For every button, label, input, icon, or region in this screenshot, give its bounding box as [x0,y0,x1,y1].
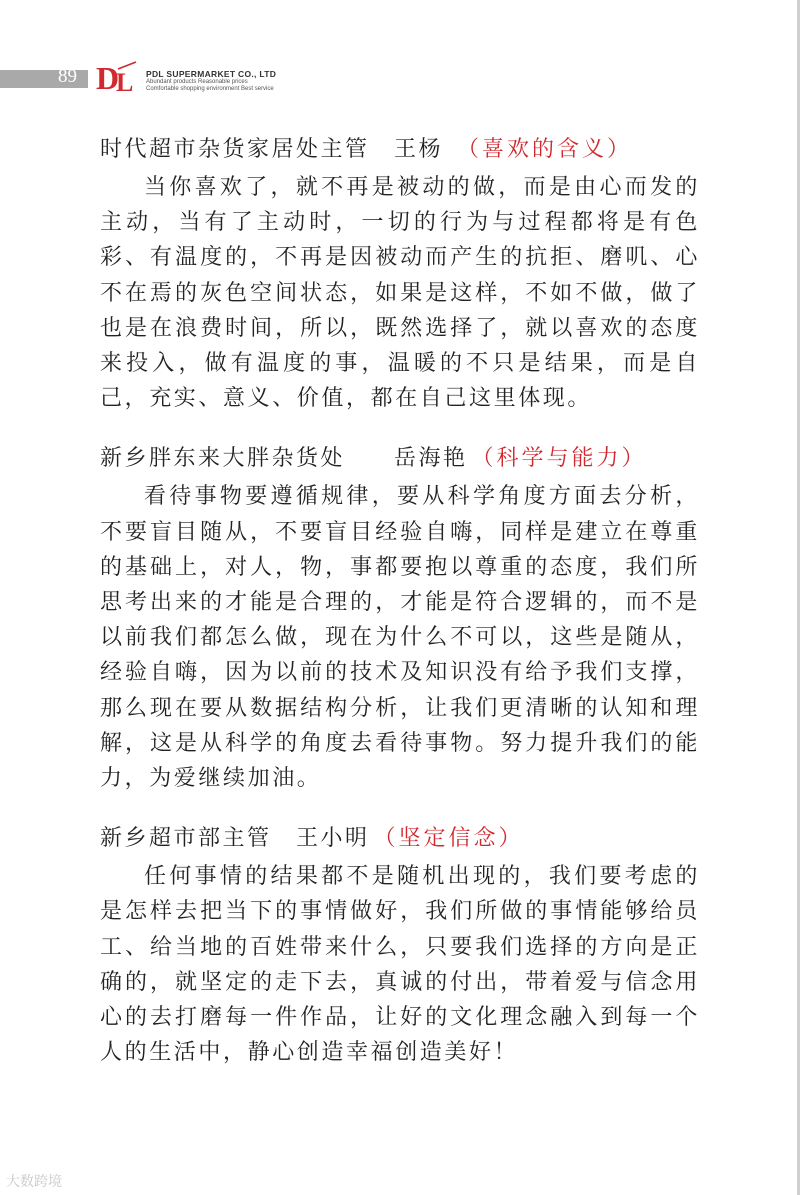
essay-body: 看待事物要遵循规律，要从科学角度方面去分析，不要盲目随从，不要盲目经验自嗨，同样是建立在尊重的基础上，对人，物，事都要抱以尊重的态度，我们所思考出来的才能是合理的，才能是符合逻辑的，而不是以前我们都怎么做，现在为什么不可以，这些是随从，经验自嗨，因为以前的技术及知识没有给予我们支撑，那么现在要从数据结构分析，让我们更清晰的认知和理解，这是从科学的角度去看待事物。努力提升我们的能力，为爱继续加油。 [100,484,700,792]
essay-topic: （喜欢的含义） [457,137,633,162]
essay-body: 当你喜欢了，就不再是被动的做，而是由心而发的主动，当有了主动时，一切的行为与过程都将是有色彩、有温度的，不再是因被动而产生的抗拒、磨叽、心不在焉的灰色空间状态，如果是这样，不如不做，做了也是在浪费时间，所以，既然选择了，就以喜欢的态度来投入，做有温度的事，温暖的不只是结果，而是自己，充实、意义、价值，都在自己这里体现。 [100,175,700,412]
section-heading [100,442,700,476]
section-heading [100,822,700,856]
svg-text:L: L [116,68,134,94]
essay-section [100,442,700,796]
company-tagline-1: Abundant products Reasonable prices [146,79,248,85]
watermark: 大数跨境 [6,1174,62,1190]
essay-topic: （科学与能力） [471,446,647,472]
author-line: 新乡超市部主管 王小明 [100,826,370,852]
svg-text:D: D [96,60,120,94]
page-number: 89 [58,66,77,87]
essay-topic: （坚定信念） [373,826,524,852]
section-heading [100,133,700,167]
author-line: 新乡胖东来大胖杂货处 岳海艳 [100,446,468,472]
company-name: PDL SUPERMARKET CO., LTD [146,69,277,79]
essay-section [100,822,700,1070]
dl-logo-icon [96,60,140,94]
essay-section [100,133,700,416]
article-content [100,133,700,1070]
company-info [146,69,276,93]
company-tagline-2: Comfortable shopping environment Best service [146,86,274,92]
author-line: 时代超市杂货家居处主管 王杨 [100,137,444,162]
essay-body: 任何事情的结果都不是随机出现的，我们要考虑的是怎样去把当下的事情做好，我们所做的事情能够给员工、给当地的百姓带来什么，只要我们选择的方向是正确的，就坚定的走下去，真诚的付出，带着爱与信念用心的去打磨每一件作品，让好的文化理念融入到每一个人的生活中，静心创造幸福创造美好！ [100,864,700,1066]
